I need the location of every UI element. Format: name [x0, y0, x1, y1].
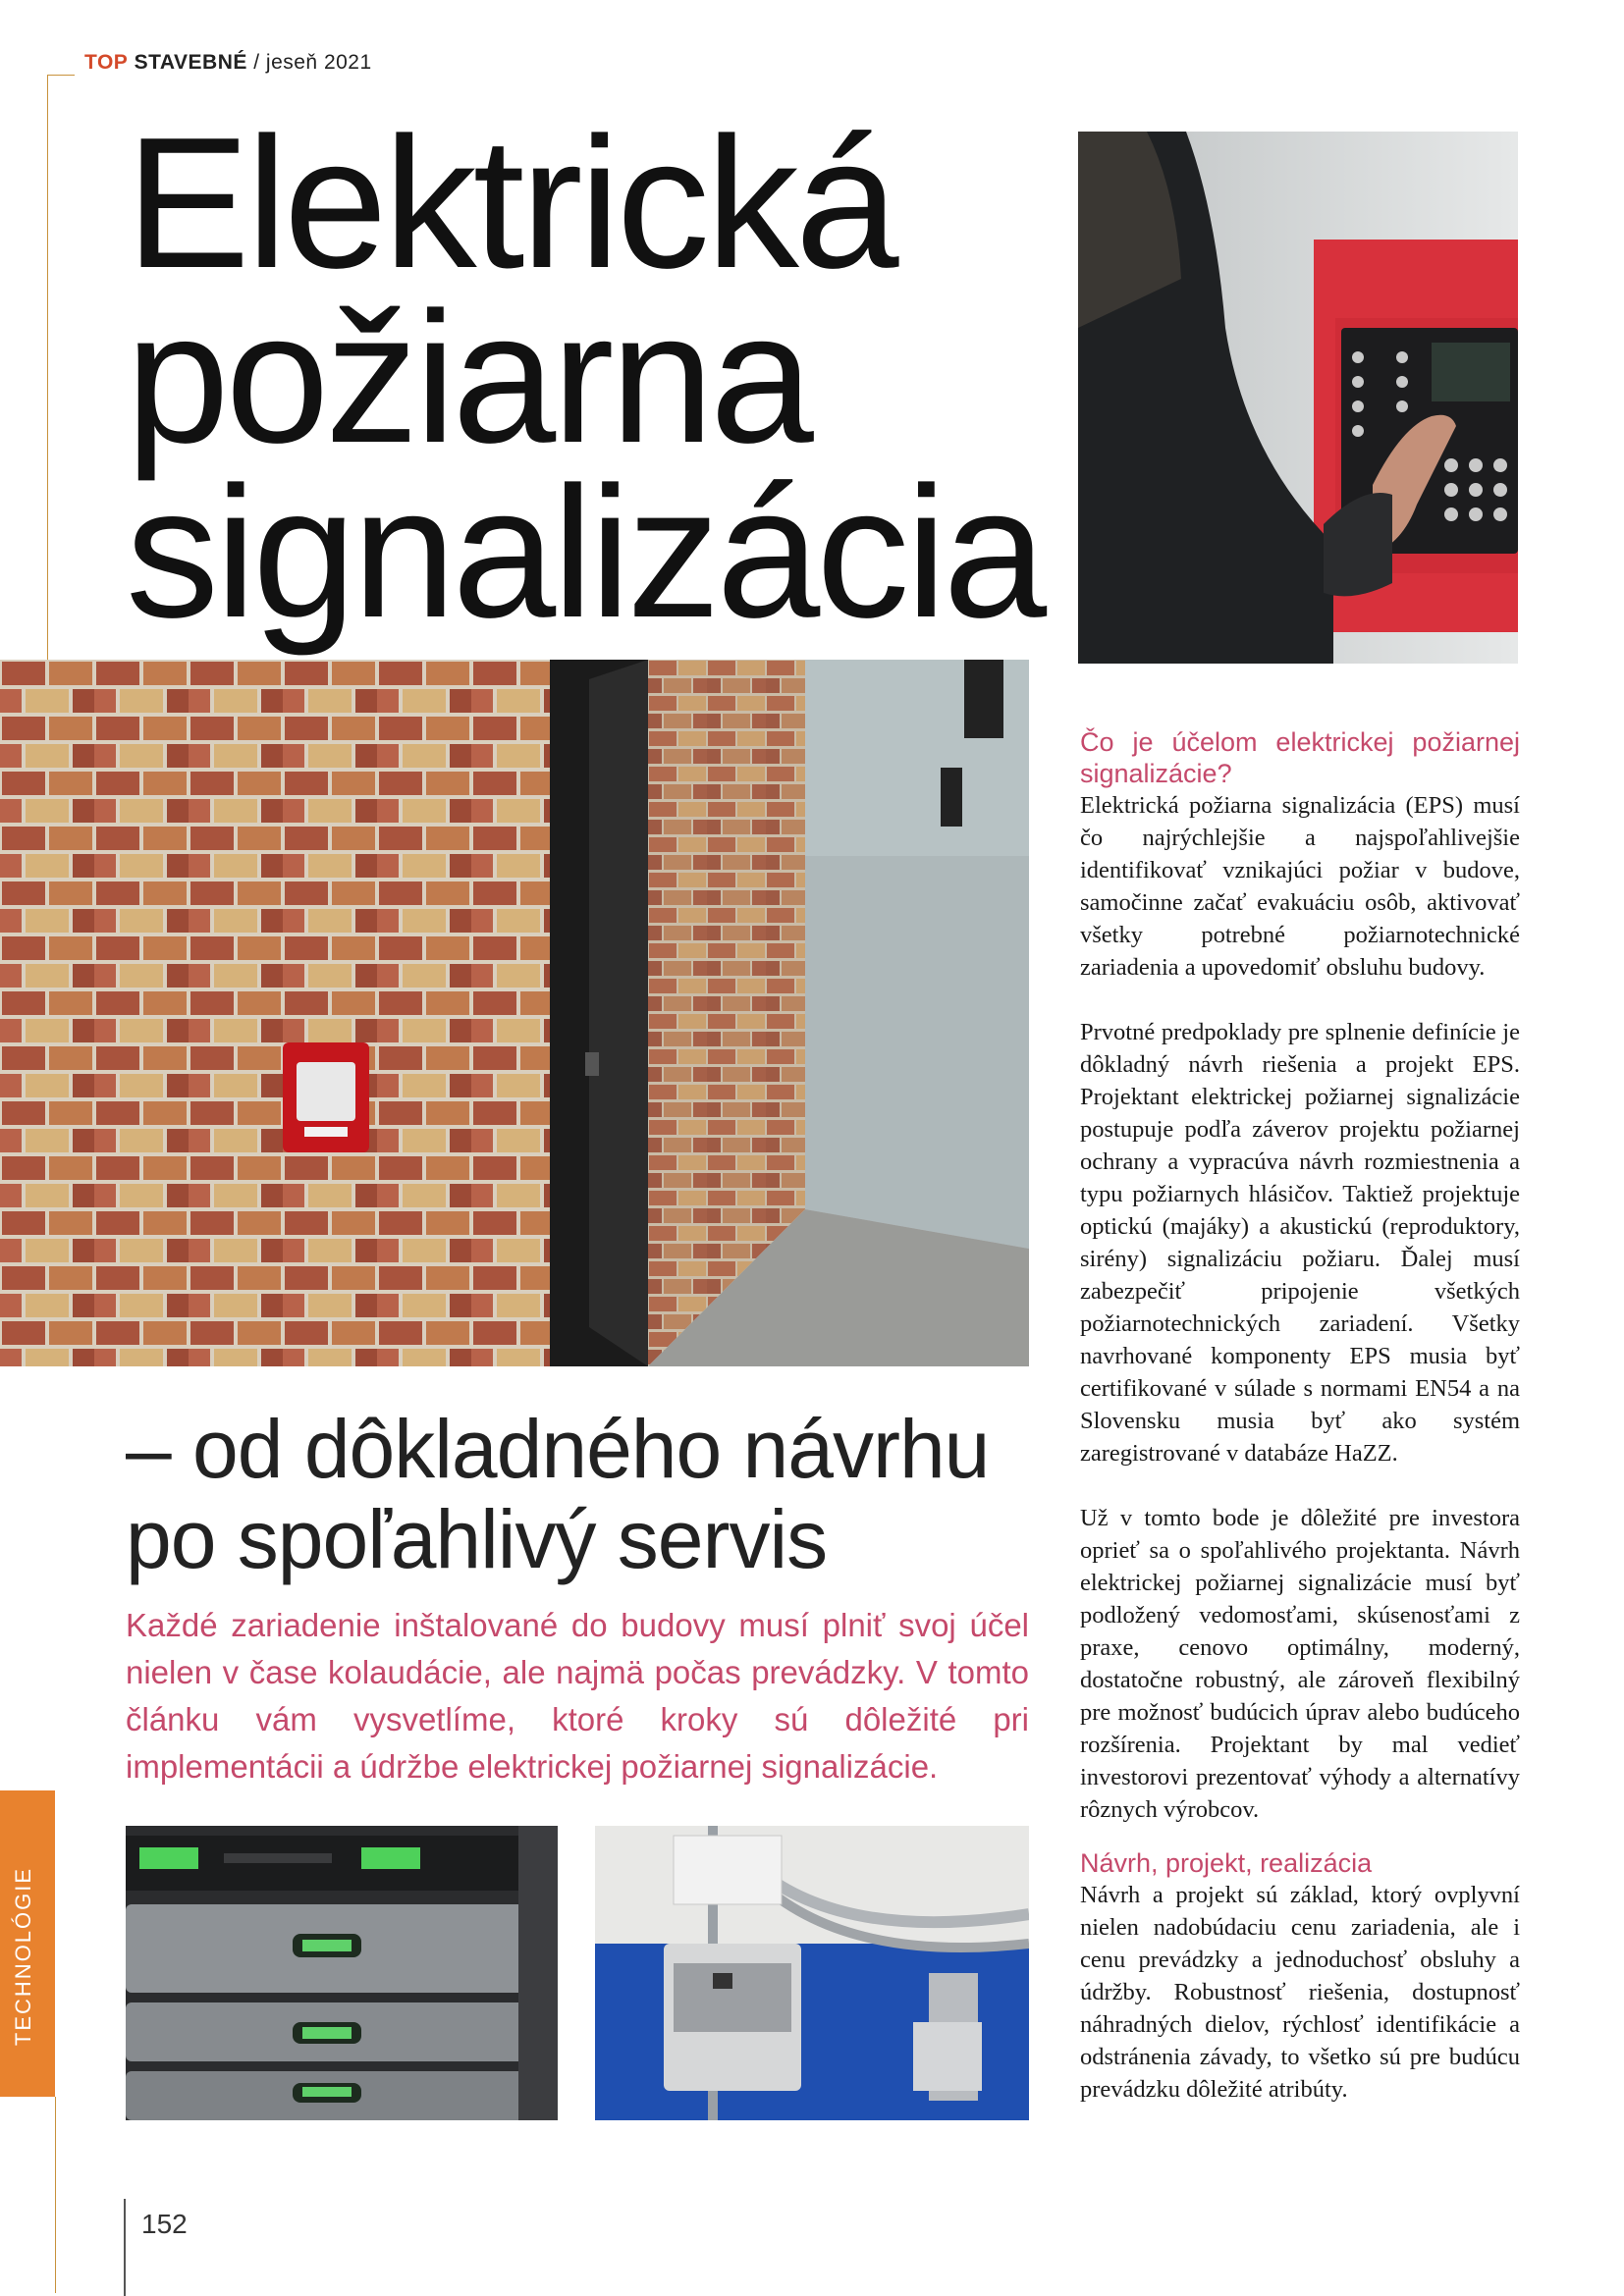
section-tab-label: TECHNOLÓGIE — [11, 1866, 35, 2047]
issue-label: jeseň 2021 — [265, 51, 372, 74]
article-subtitle — [126, 1404, 989, 1584]
photo-brick-wall — [0, 660, 1029, 1366]
photo-bosch-rack — [126, 1826, 558, 2120]
section-heading-design: Návrh, projekt, realizácia — [1080, 1848, 1373, 1878]
left-margin-rule — [47, 75, 48, 664]
photo-control-panel — [1078, 132, 1518, 664]
brand-top: TOP — [84, 51, 129, 74]
section-heading-purpose: Čo je účelom elektrickej požiarnej signalizácie? — [1080, 727, 1520, 788]
title-line-1: Elektrická — [126, 99, 895, 307]
article-column — [1080, 726, 1520, 2106]
page-number-rule — [124, 2199, 126, 2296]
photo-control-box — [595, 1826, 1029, 2120]
header-separator: / — [253, 51, 260, 74]
section-tab-rule — [55, 2097, 56, 2293]
subtitle-line-2: po spoľahlivý servis — [126, 1493, 828, 1585]
subtitle-line-1: – od dôkladného návrhu — [126, 1403, 990, 1495]
title-line-3: signalizácia — [126, 449, 1044, 657]
paragraph-4: Návrh a projekt sú základ, ktorý ovplyvní nielen nadobúdaciu cenu zariadenia, ale i cenu prevádzky a jednoduchosť obsluhy a údržby. Robustnosť riešenia, dostupnosť náhradných dielov, rýchlosť identifikácie a odstránenia závady, to všetko sú pre budúcu prevádzku dôležité atribúty. — [1080, 1882, 1520, 2103]
lead-paragraph: Každé zariadenie inštalované do budovy musí plniť svoj účel nielen v čase kolaudácie, ale najmä počas prevádzky. V tomto článku vám vysvetlíme, ktoré kroky sú dôležité pri implementácii a údržbe elektrickej požiarnej signalizácie. — [126, 1607, 1029, 1785]
brand-main: STAVEBNÉ — [134, 51, 247, 74]
page-number: 152 — [141, 2209, 188, 2239]
title-line-2: požiarna — [126, 274, 810, 482]
article-title — [126, 99, 1044, 657]
running-header — [84, 51, 372, 75]
paragraph-2: Prvotné predpoklady pre splnenie definície je dôkladný návrh riešenia a projekt EPS. Projektant elektrickej požiarnej signalizácie postupuje podľa záverov projektu požiarnej ochrany a vypracúva návrh rozmiestnenia a typu požiarnych hlásičov. Taktiež projektuje optickú (majáky) a akustickú (reproduktory, sirény) signalizáciu požiaru. Ďalej musí zabezpečiť pripojenie všetkých požiarnotechnických zariadení. Všetky navrhované komponenty EPS musia byť certifikované v súlade s normami EN54 a na Slovensku musia byť ako systém zaregistrované v databáze HaZZ. — [1080, 1019, 1520, 1467]
header-rule — [47, 75, 75, 76]
paragraph-1: Elektrická požiarna signalizácia (EPS) musí čo najrýchlejšie a najspoľahlivejšie identifikovať vznikajúci požiar v budove, samočinne začať evakuáciu osôb, aktivovať všetky potrebné požiarnotechnické zariadenia a upovedomiť obsluhu budovy. — [1080, 792, 1520, 981]
paragraph-3: Už v tomto bode je dôležité pre investora oprieť sa o spoľahlivého projektanta. Návrh elektrickej požiarnej signalizácie musí byť podložený vedomosťami, skúsenosťami z praxe, cenovo optimálny, moderný, dostatočne robustný, ale zároveň flexibilný pre možnosť budúcich úprav alebo budúceho rozšírenia. Projektant by mal vedieť investorovi prezentovať výhody a alternatívy rôznych výrobcov. — [1080, 1505, 1520, 1823]
